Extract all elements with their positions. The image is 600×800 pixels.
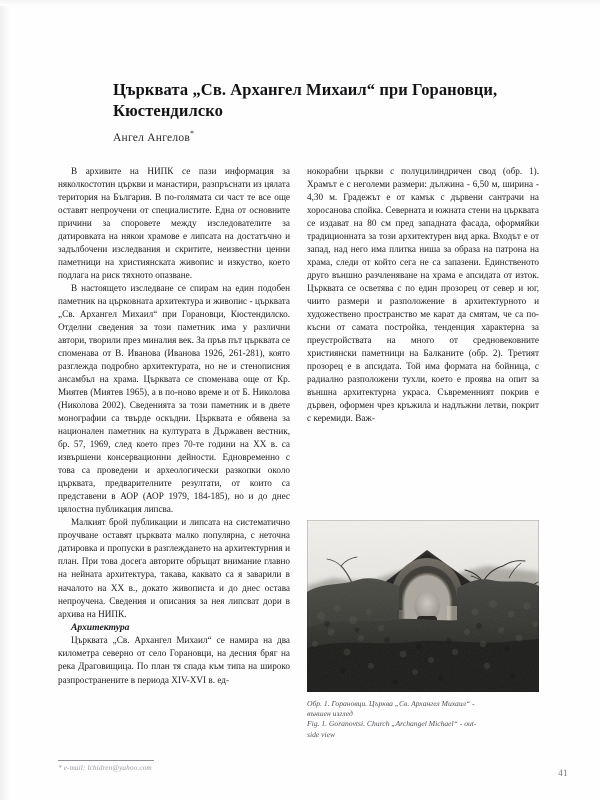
body-column-left xyxy=(58,165,290,687)
paragraph: нокорабни църкви с полуцилиндричен свод (обр. 1). Храмът е с неголеми размери: дължина - 6,50 м, ширина - 4,30 м. Градежът е от камък с дървени сантрачи на хоросанова спойка. Северната и южната стени на църквата се издават на 80 см пред западната фасада, оформяйки традиционната за този архитектурен вид арка. Входът е от запад, над него има плитка ниша за образа на патрона на храма, следи от който сега не са запазени. Единственото друго външно разчленяване на храма е апсидата от изток. Църквата се осветява с по един прозорец от север и юг, чиито размери и разположение в архитектурното и художествено пространство ме карат да смятам, че са по-късни от самата постройка, тенденция характерна за преустройствата на много от средновековните християнски паметници на Балканите (обр. 2). Третият прозорец е в апсидата. Той има формата на бойница, с радиално разположени тухли, което е проява на опит за външна архитектурна украса. Съвременният покрив е дървен, оформен чрез кръжила и надлъжни летви, покрит с керемиди. Важ- xyxy=(307,166,539,424)
scan-edge-top xyxy=(0,0,600,6)
caption-en-line-2: side view xyxy=(307,729,336,739)
author-footnote-marker: * xyxy=(190,129,195,138)
footnote-email: * e-mail: lchidren@yahoo.com xyxy=(58,764,152,772)
caption-bg-line-2: външен изглед xyxy=(307,709,353,719)
paragraph: Църквата „Св. Архангел Михаил“ се намира на два километра северно от село Горановци, на десния бряг на река Драговищица. По план тя спада към типа на широко разпространените в периода XIV-XVI в. ед- xyxy=(58,635,290,685)
body-column-right xyxy=(307,165,539,425)
figure-caption xyxy=(307,699,543,740)
church-photo-graphic xyxy=(307,520,539,692)
page-title: Църквата „Св. Архангел Михаил“ при Горановци, Кюстендилско xyxy=(113,80,498,121)
caption-bg-line-1: Обр. 1. Горановци. Църква „Св. Архангел Михаил“ - xyxy=(307,699,475,708)
footnote-separator-rule xyxy=(58,760,154,761)
caption-en-line-1: Fig. 1. Goranovtsi. Church „Archangel Michael“ - out- xyxy=(307,719,477,729)
section-subheading: Архитектура xyxy=(71,621,130,633)
paragraph: Малкият брой публикации и липсата на систематично проучване оставят църквата малко популярна, с неточна датировка и пропуски в разглеждането на архитектурния и план. При това досега авторите обръщат внимание главно на нейната архитектура, такава, каквато са я заварили в началото на XX в., докато живописта и до днес остава непроучена. Сведения и описания за нея липсват дори в архива на НИПК. xyxy=(58,517,290,619)
paragraph: В настоящето изследване се спирам на един подобен паметник на църковната архитектура и живопис - църквата „Св. Архангел Михаил“ при Горановци, Кюстендилско. Отделни сведения за този паметник има у различни автори, творили през миналия век. За пръв път църквата се споменава от В. Иванова (Иванова 1926, 261-281), която разглежда подробно архитектурата, но не и стенописния ансамбъл на храма. Църквата се споменава още от Кр. Миятев (Миятев 1965), а в по-ново време и от Б. Николова (Николова 2002). Сведенията за този паметник и в двете монографии са твърде оскъдни. Църквата е обявена за национален паметник на културата в Държавен вестник, бр. 57, 1969, след което през 70-те години на XX в. са извършени консервационни дейности. Едновременно с това са проведени и археологически разкопки около църквата, предварителните резултати, от които са представени в АОР (АОР 1979, 184-185), но и до днес цялостна публикация липсва. xyxy=(58,283,290,515)
figure-church-photograph xyxy=(307,520,539,692)
scan-edge-left xyxy=(0,0,10,800)
author-byline xyxy=(113,129,413,144)
author-name: Ангел Ангелов xyxy=(113,131,191,144)
paragraph: В архивите на НИПК се пази информация за няколкостотин църкви и манастири, разпръснати из цялата територия на България. В по-голямата си част те все още оставят непроучени от специалистите. Една от основните причини за споровете между изследователите за датировката на някои храмове е липсата на достатъчно и задълбочени изследвания и скритите, неизвестни ценни паметници на християнската живопис и изкуство, което подлага на риск тяхното опазване. xyxy=(58,166,290,281)
page-number: 41 xyxy=(558,768,568,778)
